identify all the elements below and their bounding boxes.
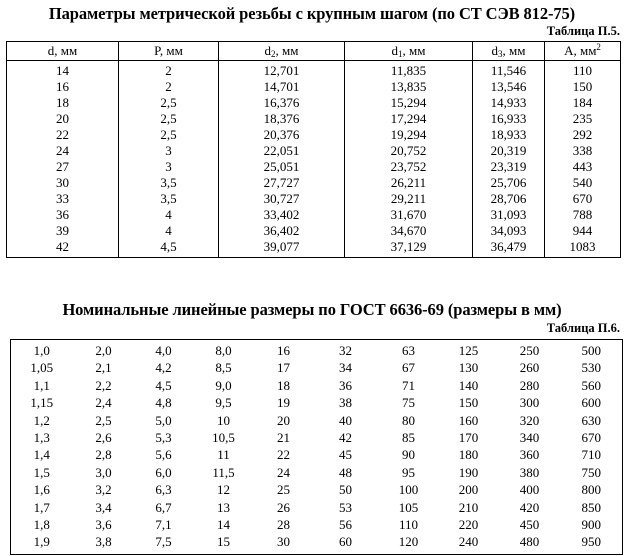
table-cell: 30,727: [219, 191, 345, 207]
table-cell: 16: [7, 79, 119, 95]
table-cell: 22: [7, 127, 119, 143]
table-cell: 36,479: [473, 239, 545, 258]
table-cell: 2,5: [119, 127, 219, 143]
table-cell: 140: [458, 377, 479, 393]
table-cell: 9,5: [215, 395, 232, 411]
table-cell: 250: [519, 343, 540, 358]
table-cell: 6,3: [155, 482, 172, 498]
table-cell: 600: [581, 395, 601, 411]
table-cell: 3,4: [95, 499, 112, 515]
table-cell: 25,706: [473, 175, 545, 191]
table-cell: 75: [402, 395, 415, 411]
table-cell: 63: [402, 343, 415, 358]
table-cell: 1,3: [33, 430, 50, 446]
table-cell: 235: [545, 111, 621, 127]
table-row: [7, 143, 621, 159]
table-cell: 6,0: [155, 464, 172, 480]
table-cell: 13: [217, 499, 230, 515]
table-cell: 5,0: [155, 412, 172, 428]
table-cell: 20,319: [473, 143, 545, 159]
table-cell: 15: [217, 534, 230, 550]
table-cell: 160: [458, 412, 479, 428]
table-cell: 1,4: [33, 447, 50, 463]
table-cell: 170: [458, 430, 479, 446]
table-cell: 36,402: [219, 223, 345, 239]
table-row: [7, 61, 621, 80]
table-cell: 300: [519, 395, 540, 411]
table-row: [11, 533, 623, 554]
table-cell: 2,4: [95, 395, 112, 411]
table-row: [11, 499, 623, 516]
table-cell: 110: [545, 61, 621, 80]
table-cell: 13,835: [345, 79, 473, 95]
table-cell: 4,0: [155, 343, 172, 358]
table-row: [7, 223, 621, 239]
table-cell: 480: [519, 534, 540, 550]
column-header: d, мм: [7, 42, 119, 61]
table-cell: 900: [581, 517, 601, 533]
table-cell: 338: [545, 143, 621, 159]
table-cell: 71: [402, 377, 415, 393]
table-cell: 450: [519, 517, 540, 533]
table-cell: 420: [519, 499, 540, 515]
table-cell: 944: [545, 223, 621, 239]
table-row: [7, 111, 621, 127]
table-cell: 19,294: [345, 127, 473, 143]
table-cell: 500: [581, 343, 601, 358]
table-cell: 48: [339, 464, 352, 480]
table-cell: 17: [277, 360, 290, 376]
table-cell: 1,6: [33, 482, 50, 498]
table-cell: 380: [519, 464, 540, 480]
column-header: $d_2$, мм: [219, 42, 345, 61]
table-cell: 3,5: [119, 175, 219, 191]
table-cell: 23,752: [345, 159, 473, 175]
table-row: [11, 481, 623, 498]
table-cell: 10: [217, 412, 230, 428]
table-cell: 14: [217, 517, 230, 533]
table-cell: 30: [7, 175, 119, 191]
table-number-label: Таблица П.6.: [546, 321, 620, 335]
table-cell: 788: [545, 207, 621, 223]
table-cell: 1,2: [33, 412, 50, 428]
table-cell: 2: [119, 61, 219, 80]
table-cell: 27: [7, 159, 119, 175]
table-cell: 240: [458, 534, 479, 550]
table-cell: 100: [398, 482, 419, 498]
table-cell: 36: [7, 207, 119, 223]
table-cell: 120: [398, 534, 419, 550]
table-row: [11, 394, 623, 411]
table-cell: 18,933: [473, 127, 545, 143]
table-cell: 2,5: [119, 111, 219, 127]
table-cell: 33,402: [219, 207, 345, 223]
table-cell: 34,670: [345, 223, 473, 239]
table-row: [7, 207, 621, 223]
table-cell: 630: [581, 412, 601, 428]
table-cell: 710: [581, 447, 601, 463]
table-cell: 8,0: [215, 343, 232, 358]
table-cell: 3,2: [95, 482, 112, 498]
table-cell: 190: [458, 464, 479, 480]
table-cell: 2,8: [95, 447, 112, 463]
table-cell: 24: [277, 464, 290, 480]
table-row: [7, 191, 621, 207]
table-cell: 5,6: [155, 447, 172, 463]
table-cell: 95: [402, 464, 415, 480]
table-cell: 53: [339, 499, 352, 515]
table-cell: 37,129: [345, 239, 473, 258]
table-cell: 9,0: [215, 377, 232, 393]
table-number-label: Таблица П.5.: [546, 24, 620, 38]
table-cell: 13,546: [473, 79, 545, 95]
table-cell: 4: [119, 223, 219, 239]
table-cell: 39,077: [219, 239, 345, 258]
table-cell: 21: [277, 430, 290, 446]
table-cell: 125: [458, 343, 479, 358]
table-cell: 3,0: [95, 464, 112, 480]
table-row: [7, 79, 621, 95]
table-cell: 50: [339, 482, 352, 498]
table-cell: 15,294: [345, 95, 473, 111]
table-cell: 42: [7, 239, 119, 258]
table-cell: 85: [402, 430, 415, 446]
table-cell: 34,093: [473, 223, 545, 239]
table-cell: 1,15: [30, 395, 54, 411]
table-cell: 19: [277, 395, 290, 411]
table-cell: 1,05: [30, 360, 54, 376]
table-cell: 4: [119, 207, 219, 223]
table-cell: 25,051: [219, 159, 345, 175]
table-cell: 670: [545, 191, 621, 207]
table-cell: 4,2: [155, 360, 172, 376]
table-cell: 31,093: [473, 207, 545, 223]
table-cell: 340: [519, 430, 540, 446]
table-cell: 8,5: [215, 360, 232, 376]
table-cell: 280: [519, 377, 540, 393]
table-cell: 1,5: [33, 464, 50, 480]
table-cell: 90: [402, 447, 415, 463]
table-cell: 20: [277, 412, 290, 428]
table-cell: 670: [581, 430, 601, 446]
table-cell: 260: [519, 360, 540, 376]
table-cell: 33: [7, 191, 119, 207]
table-cell: 10,5: [212, 430, 235, 446]
table-cell: 7,1: [155, 517, 172, 533]
column-header: $d_1$, мм: [345, 42, 473, 61]
table-cell: 14,933: [473, 95, 545, 111]
table-body: [7, 61, 621, 258]
table-cell: 560: [581, 377, 601, 393]
table-cell: 45: [339, 447, 352, 463]
table-cell: 25: [277, 482, 290, 498]
table-cell: 67: [402, 360, 415, 376]
table-cell: 14: [7, 61, 119, 80]
table-cell: 360: [519, 447, 540, 463]
table-row: [11, 412, 623, 429]
table-row: [7, 175, 621, 191]
table-row: [7, 239, 621, 258]
table-row: [7, 159, 621, 175]
table-cell: 16: [277, 343, 290, 358]
table-cell: 2,2: [95, 377, 112, 393]
table-cell: 14,701: [219, 79, 345, 95]
table-cell: 5,3: [155, 430, 172, 446]
table-cell: 4,8: [155, 395, 172, 411]
table-cell: 2,5: [95, 412, 112, 428]
table-cell: 18: [277, 377, 290, 393]
table-cell: 2: [119, 79, 219, 95]
table-cell: 210: [458, 499, 479, 515]
table-cell: 3: [119, 159, 219, 175]
table-cell: 60: [339, 534, 352, 550]
table-cell: 400: [519, 482, 540, 498]
table-row: [11, 516, 623, 533]
table-cell: 7,5: [155, 534, 172, 550]
table-cell: 11,5: [212, 464, 235, 480]
table-cell: 28: [277, 517, 290, 533]
table-cell: 1,9: [33, 534, 50, 550]
table-cell: 220: [458, 517, 479, 533]
table-cell: 1083: [545, 239, 621, 258]
table-cell: 1,7: [33, 499, 50, 515]
column-header: $d_3$, мм: [473, 42, 545, 61]
table-cell: 16,933: [473, 111, 545, 127]
table-cell: 950: [581, 534, 601, 550]
table-title: Номинальные линейные размеры по ГОСТ 6636-69 (размеры в мм): [62, 300, 562, 319]
table-cell: 800: [581, 482, 601, 498]
table-cell: 42: [339, 430, 352, 446]
table-cell: 12,701: [219, 61, 345, 80]
table-cell: 28,706: [473, 191, 545, 207]
table-cell: 20,752: [345, 143, 473, 159]
table-row: [11, 429, 623, 446]
nominal-sizes-table: [10, 339, 623, 555]
table-header-row: [7, 42, 621, 61]
table-cell: 130: [458, 360, 479, 376]
thread-parameters-table: [6, 41, 621, 258]
table-cell: 1,0: [33, 343, 50, 358]
table-cell: 2,6: [95, 430, 112, 446]
table-cell: 24: [7, 143, 119, 159]
table-cell: 2,0: [95, 343, 112, 358]
table-cell: 2,5: [119, 95, 219, 111]
table-cell: 750: [581, 464, 601, 480]
column-header: A, $мм^2$: [545, 42, 621, 61]
table-cell: 18: [7, 95, 119, 111]
table-cell: 32: [339, 343, 352, 358]
table-cell: 11: [217, 447, 230, 463]
table-cell: 1,1: [33, 377, 50, 393]
table-cell: 150: [458, 395, 479, 411]
table-cell: 150: [545, 79, 621, 95]
table-cell: 530: [581, 360, 601, 376]
table-cell: 320: [519, 412, 540, 428]
table-cell: 850: [581, 499, 601, 515]
table-cell: 23,319: [473, 159, 545, 175]
table-cell: 540: [545, 175, 621, 191]
table-cell: 16,376: [219, 95, 345, 111]
table-cell: 292: [545, 127, 621, 143]
table-cell: 17,294: [345, 111, 473, 127]
table-cell: 443: [545, 159, 621, 175]
table-cell: 12: [217, 482, 230, 498]
table-cell: 3: [119, 143, 219, 159]
table-cell: 110: [398, 517, 419, 533]
table-cell: 22,051: [219, 143, 345, 159]
table-row: [11, 464, 623, 481]
table-cell: 4,5: [155, 377, 172, 393]
table-body: [11, 340, 623, 555]
table-cell: 34: [339, 360, 352, 376]
table-cell: 6,7: [155, 499, 172, 515]
table-row: [11, 340, 623, 360]
table-cell: 11,546: [473, 61, 545, 80]
table-cell: 27,727: [219, 175, 345, 191]
table-row: [11, 359, 623, 376]
table-cell: 38: [339, 395, 352, 411]
table-cell: 80: [402, 412, 415, 428]
table-cell: 30: [277, 534, 290, 550]
table-cell: 3,5: [119, 191, 219, 207]
table-cell: 20: [7, 111, 119, 127]
table-cell: 26,211: [345, 175, 473, 191]
table-row: [11, 446, 623, 463]
table-cell: 36: [339, 377, 352, 393]
column-header: P, мм: [119, 42, 219, 61]
table-cell: 26: [277, 499, 290, 515]
table-cell: 105: [398, 499, 419, 515]
table-cell: 31,670: [345, 207, 473, 223]
table-cell: 39: [7, 223, 119, 239]
table-row: [7, 127, 621, 143]
table-cell: 184: [545, 95, 621, 111]
table-row: [11, 377, 623, 394]
table-cell: 200: [458, 482, 479, 498]
table-cell: 40: [339, 412, 352, 428]
table-cell: 1,8: [33, 517, 50, 533]
table-cell: 22: [277, 447, 290, 463]
table-cell: 2,1: [95, 360, 112, 376]
table-cell: 3,8: [95, 534, 112, 550]
table-title: Параметры метрической резьбы с крупным шагом (по СТ СЭВ 812-75): [48, 4, 576, 23]
table-cell: 3,6: [95, 517, 112, 533]
table-cell: 18,376: [219, 111, 345, 127]
table-cell: 11,835: [345, 61, 473, 80]
table-cell: 180: [458, 447, 479, 463]
table-row: [7, 95, 621, 111]
table-cell: 56: [339, 517, 352, 533]
table-cell: 20,376: [219, 127, 345, 143]
table-cell: 29,211: [345, 191, 473, 207]
table-cell: 4,5: [119, 239, 219, 258]
